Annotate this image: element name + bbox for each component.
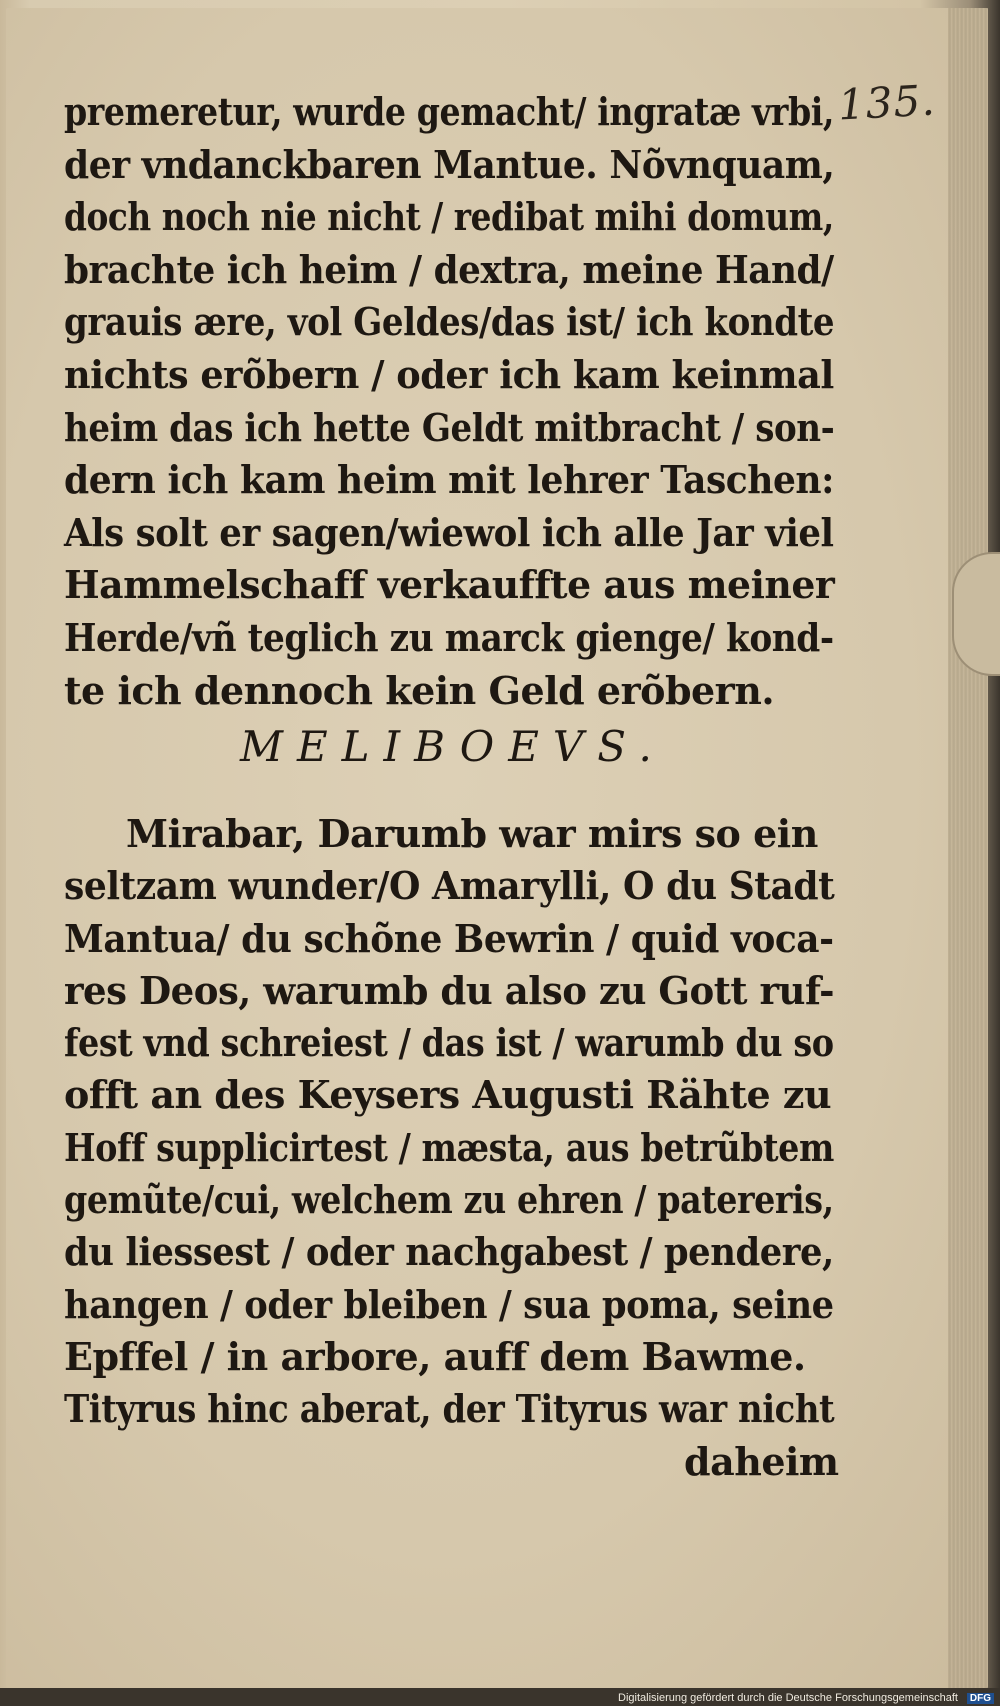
text-line: res Deos, warumb du also zu Gott ruf-: [64, 967, 835, 1013]
text-line: Mantua/ du schõne Bewrin / quid voca-: [64, 915, 834, 961]
text-line: offt an des Keysers Augusti Rähte zu: [64, 1072, 832, 1118]
text-line: dern ich kam heim mit lehrer Taschen:: [64, 457, 834, 503]
text-line: brachte ich heim / dextra, meine Hand/: [64, 246, 834, 292]
text-line: Herde/vñ teglich zu marck gienge/ kond-: [64, 614, 834, 660]
text-line: seltzam wunder/O Amarylli, O du Stadt: [64, 863, 835, 909]
text-line: gemũte/cui, welchem zu ehren / patereris,: [64, 1177, 834, 1223]
page-number: 135.: [836, 75, 937, 130]
footer-bar: [0, 1688, 1000, 1706]
text-line: heim das ich hette Geldt mitbracht / son-: [64, 404, 835, 450]
text-line: Tityrus hinc aberat, der Tityrus war nicht: [64, 1386, 835, 1432]
text-line: der vndanckbaren Mantue. Nõvnquam,: [64, 141, 835, 187]
section-heading: MELIBOEVS.: [240, 722, 666, 771]
text-block-bottom: [64, 808, 839, 1488]
text-block-top: [64, 86, 834, 717]
text-line: Hammelschaff verkauffte aus meiner: [64, 562, 835, 608]
page-tab-marker: [952, 552, 1000, 676]
text-line: fest vnd schreiest / das ist / warumb du so: [64, 1020, 834, 1066]
footer-credit: Digitalisierung gefördert durch die Deutsche Forschungsgemeinschaft: [618, 1692, 958, 1704]
dfg-logo: DFG: [967, 1693, 994, 1704]
text-line: doch noch nie nicht / redibat mihi domum,: [64, 194, 834, 240]
text-line: te ich dennoch kein Geld erõbern.: [64, 667, 775, 713]
text-line: premeretur, wurde gemacht/ ingratæ vrbi,: [64, 89, 835, 134]
text-line: grauis ære, vol Geldes/das ist/ ich kondte: [64, 299, 835, 345]
catchword: daheim: [684, 1438, 839, 1484]
text-line: Epffel / in arbore, auff dem Bawme.: [64, 1333, 806, 1379]
text-line: Als solt er sagen/wiewol ich alle Jar viel: [64, 509, 834, 555]
text-line: du liessest / oder nachgabest / pendere,: [64, 1229, 834, 1275]
text-line: hangen / oder bleiben / sua poma, seine: [64, 1281, 834, 1327]
text-line: Mirabar, Darumb war mirs so ein: [126, 811, 818, 856]
page-edge: [948, 8, 988, 1688]
text-line: nichts erõbern / oder ich kam keinmal: [64, 351, 834, 397]
text-line: Hoff supplicirtest / mæsta, aus betrũbtem: [64, 1124, 834, 1170]
